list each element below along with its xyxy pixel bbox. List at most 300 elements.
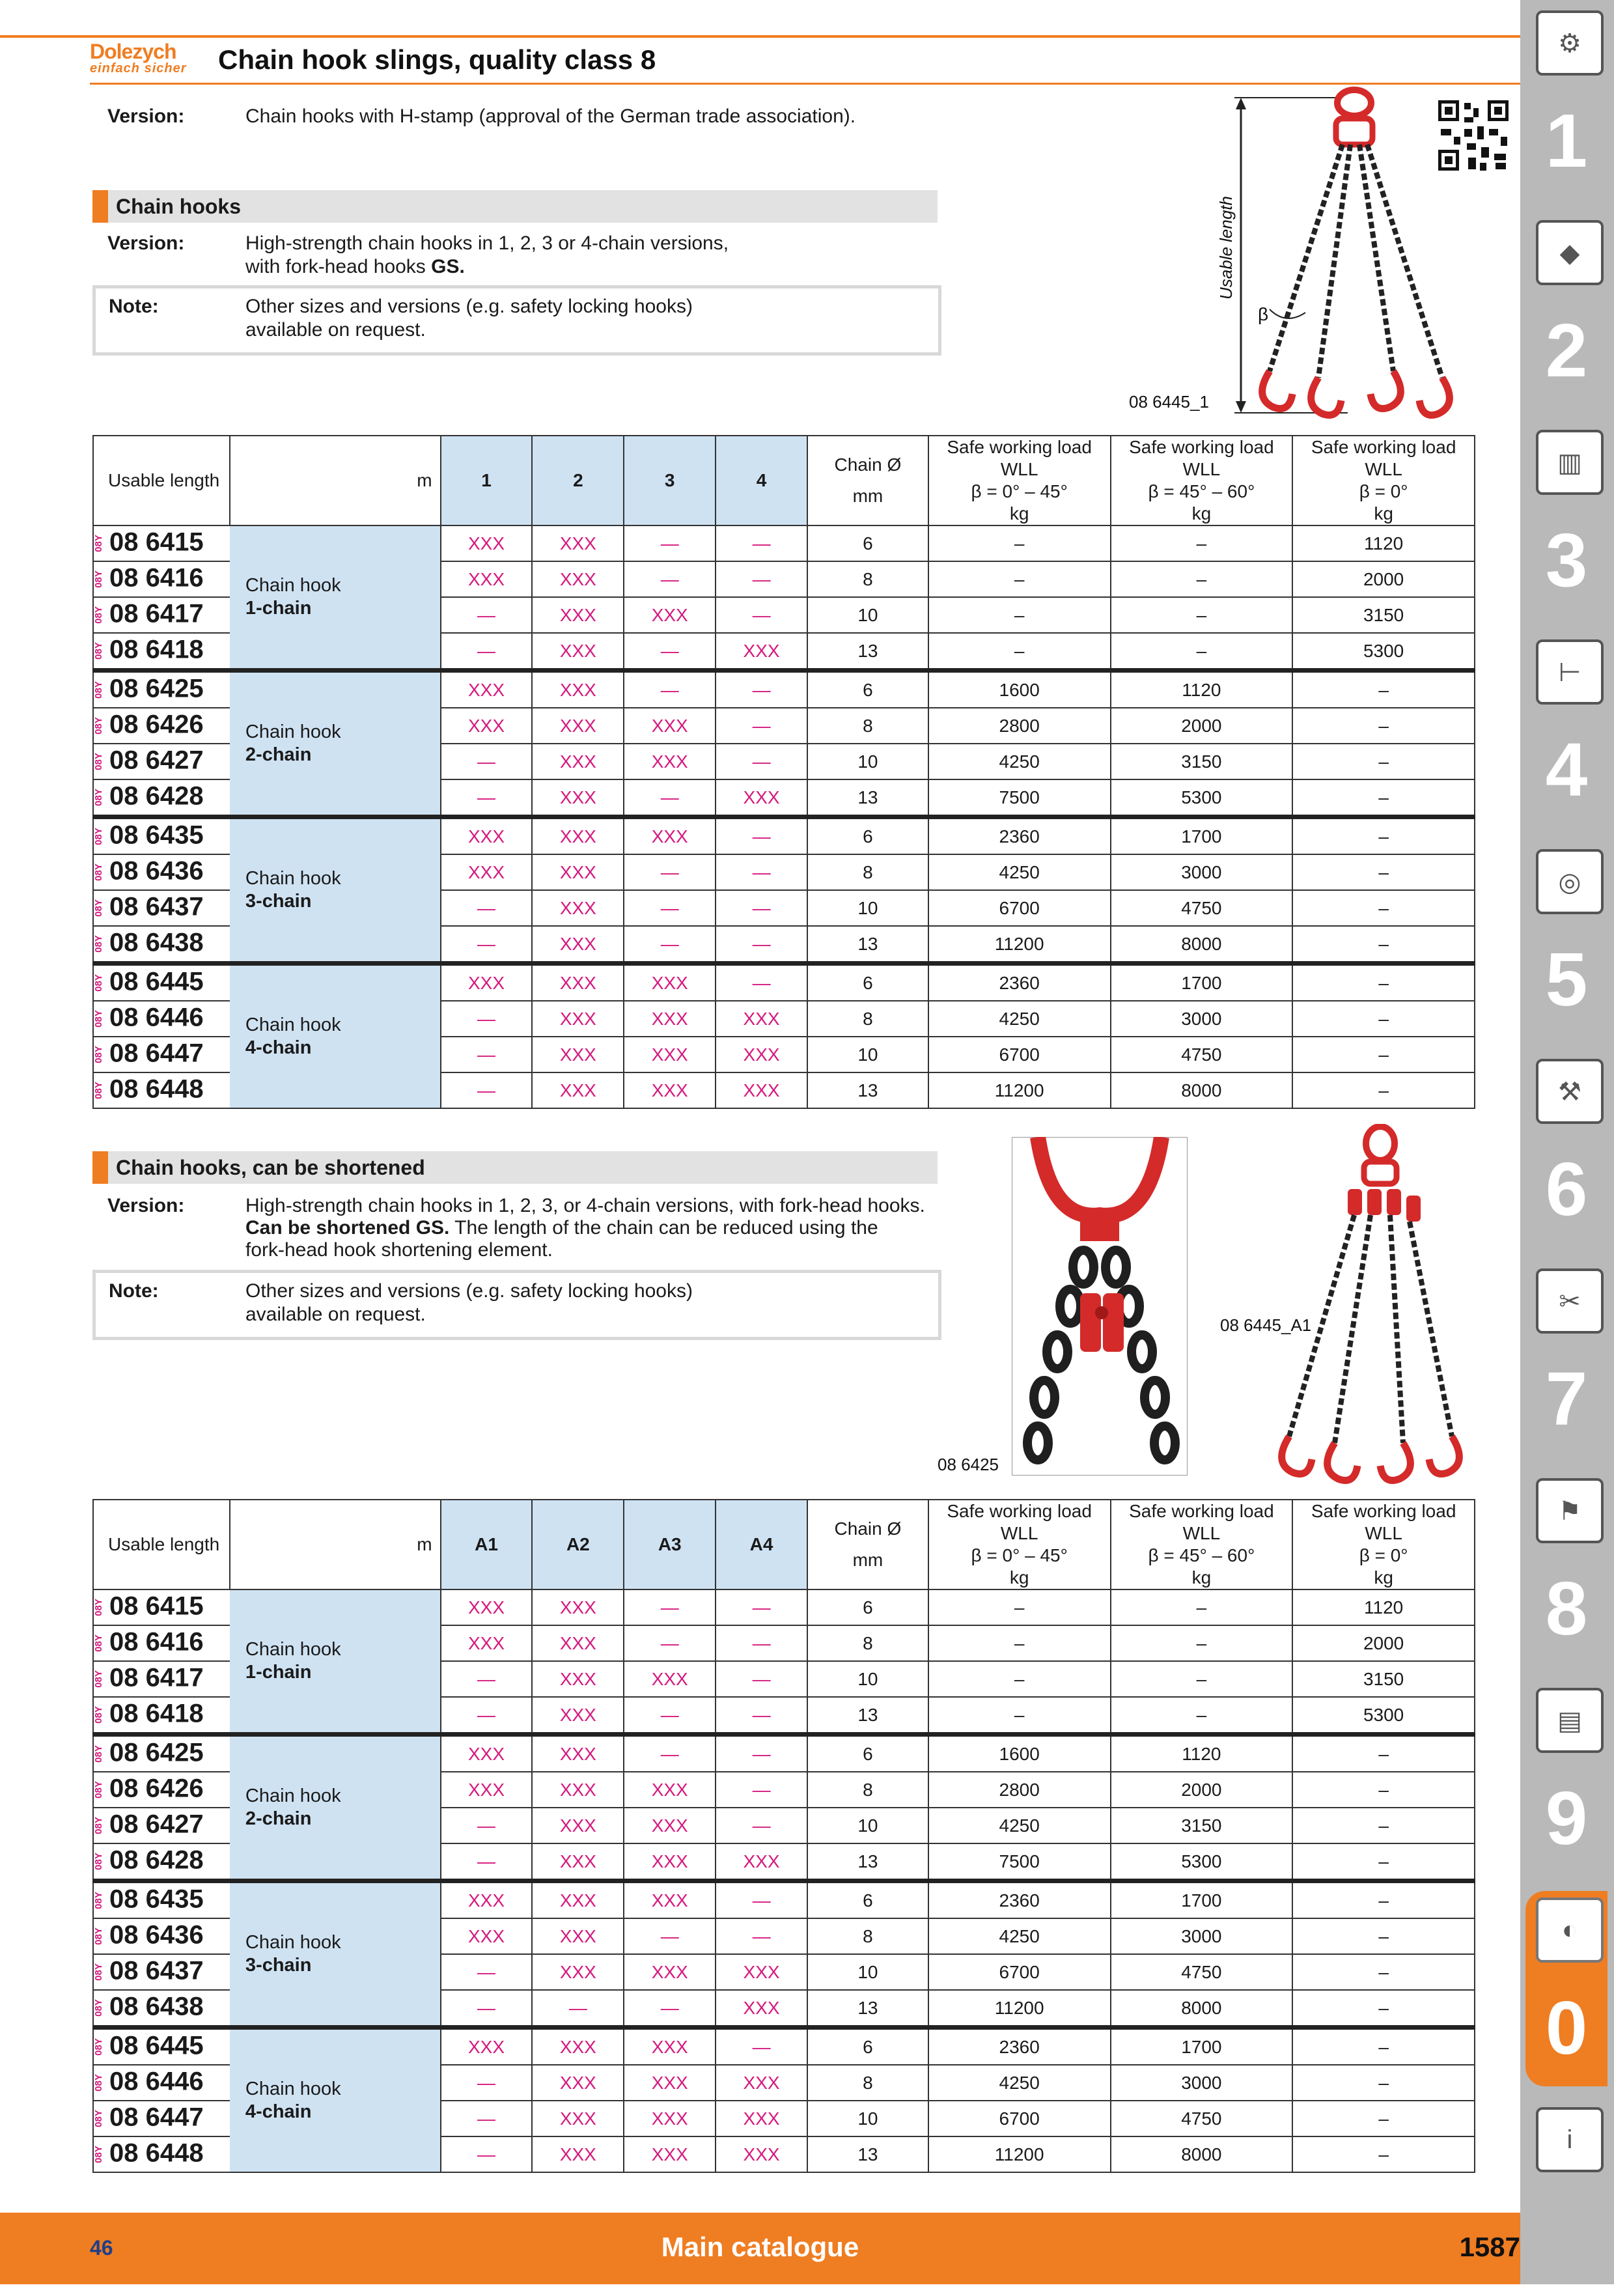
length-availability-cell: — — [716, 1589, 807, 1625]
length-availability-cell: XXX — [716, 1072, 807, 1108]
article-prefix — [94, 967, 109, 1000]
wll-cell: 1120 — [1111, 671, 1293, 708]
length-availability-cell: XXX — [532, 708, 624, 744]
chain-diameter-cell: 10 — [807, 890, 928, 926]
icon-glyph: ◐ — [1561, 1916, 1578, 1944]
length-availability-cell: — — [624, 926, 716, 964]
version-text-line2 — [245, 255, 465, 279]
table-row — [93, 964, 1475, 1001]
wll-cell: 8000 — [1111, 1990, 1293, 2028]
wll-label: Safe working load WLL — [1129, 437, 1274, 479]
article-prefix-text: 08Y — [92, 1998, 104, 2017]
article-number-cell — [93, 561, 230, 597]
length-availability-cell: XXX — [441, 1625, 533, 1661]
article-number: 08 6448 — [109, 2138, 204, 2168]
group-desc-line1: Chain hook — [245, 1785, 341, 1806]
intro-text: Chain hooks with H-stamp (approval of the German trade association). — [245, 105, 856, 127]
wll-cell: 3150 — [1292, 1661, 1475, 1697]
group-description — [230, 964, 441, 1109]
group-desc-line1: Chain hook — [245, 1932, 341, 1953]
length-availability-cell: — — [441, 1697, 533, 1735]
note-box — [92, 285, 941, 356]
length-availability-cell: — — [441, 1072, 533, 1108]
length-availability-cell: XXX — [624, 1954, 716, 1990]
article-prefix-text: 08Y — [92, 2109, 104, 2127]
wll-label: Safe working load WLL — [1311, 437, 1456, 479]
wll-cell: 2360 — [928, 1881, 1111, 1919]
chain-diameter-cell: 8 — [807, 561, 928, 597]
group-desc-line1: Chain hook — [245, 721, 341, 742]
header-wll-1 — [928, 436, 1111, 525]
article-prefix — [94, 1039, 109, 1071]
article-number-cell — [93, 964, 230, 1001]
length-availability-cell: XXX — [624, 597, 716, 633]
article-number-cell — [93, 597, 230, 633]
article-number: 08 6426 — [109, 710, 204, 739]
wll-cell: 1120 — [1111, 1735, 1293, 1772]
article-prefix-text: 08Y — [92, 716, 104, 735]
article-prefix — [94, 635, 109, 667]
chapter-tab-info[interactable] — [1525, 2101, 1607, 2296]
article-prefix — [94, 820, 109, 853]
length-availability-cell: XXX — [441, 671, 533, 708]
group-desc-line1: Chain hook — [245, 868, 341, 889]
article-prefix — [94, 856, 109, 889]
article-prefix-text: 08Y — [92, 973, 104, 992]
chapter-tab-1[interactable] — [1525, 4, 1607, 199]
length-availability-cell: XXX — [532, 2028, 624, 2065]
length-availability-cell: — — [441, 1843, 533, 1881]
article-number-cell — [93, 1735, 230, 1772]
article-number-cell — [93, 1918, 230, 1954]
wll-cell: 1700 — [1111, 2028, 1293, 2065]
length-availability-cell: XXX — [532, 1697, 624, 1735]
length-availability-cell: — — [716, 1735, 807, 1772]
length-availability-cell: XXX — [716, 1954, 807, 1990]
article-prefix — [94, 1992, 109, 2024]
chapter-tab-5[interactable] — [1525, 843, 1607, 1038]
length-availability-cell: — — [716, 2028, 807, 2065]
header-chain-label: Chain Ø — [834, 1519, 902, 1539]
length-availability-cell: XXX — [716, 1843, 807, 1881]
article-prefix-text: 08Y — [92, 1045, 104, 1063]
length-availability-cell: — — [441, 597, 533, 633]
length-availability-cell: XXX — [532, 1843, 624, 1881]
length-availability-cell: XXX — [532, 1881, 624, 1919]
header-chain-unit: mm — [852, 1550, 884, 1570]
article-prefix-text: 08Y — [92, 863, 104, 881]
article-number-cell — [93, 926, 230, 964]
length-availability-cell: XXX — [441, 817, 533, 855]
wll-cell: – — [1292, 779, 1475, 817]
article-prefix — [94, 1884, 109, 1917]
chain-hooks-table — [92, 435, 1475, 1109]
header-wll-2 — [1111, 1500, 1293, 1589]
article-prefix-text: 08Y — [92, 606, 104, 624]
article-prefix-text: 08Y — [92, 827, 104, 845]
section-marker — [92, 190, 108, 223]
chain-diameter-cell: 10 — [807, 1954, 928, 1990]
length-availability-cell: — — [441, 890, 533, 926]
header-usable-length: Usable length — [93, 436, 230, 525]
article-prefix — [94, 1774, 109, 1806]
article-prefix — [94, 710, 109, 742]
chapter-tab-9[interactable] — [1525, 1681, 1607, 1877]
article-prefix-text: 08Y — [92, 1816, 104, 1834]
article-number-cell — [93, 2101, 230, 2136]
length-availability-cell: XXX — [532, 1772, 624, 1808]
article-number: 08 6436 — [109, 856, 204, 886]
table-row — [93, 817, 1475, 855]
length-availability-cell: — — [441, 1001, 533, 1037]
article-number: 08 6425 — [109, 1738, 204, 1767]
article-number: 08 6438 — [109, 1992, 204, 2021]
cutting-insert-icon — [1536, 220, 1604, 285]
article-prefix — [94, 1845, 109, 1878]
version-label: Version: — [107, 1195, 185, 1216]
article-prefix-text: 08Y — [92, 788, 104, 806]
article-prefix — [94, 1738, 109, 1771]
section-title: Chain hooks — [116, 195, 242, 218]
chain-diameter-cell: 6 — [807, 671, 928, 708]
length-availability-cell: XXX — [532, 2136, 624, 2172]
wll-cell: 8000 — [1111, 926, 1293, 964]
chain-diameter-cell: 10 — [807, 2101, 928, 2136]
length-availability-cell: — — [716, 1808, 807, 1843]
chapter-tab-2[interactable] — [1525, 214, 1607, 409]
version-text-plain: The length of the chain can be reduced using the — [449, 1217, 878, 1239]
article-prefix — [94, 1699, 109, 1731]
chain-diameter-cell: 10 — [807, 744, 928, 779]
length-availability-cell: XXX — [532, 1001, 624, 1037]
group-description — [230, 1735, 441, 1881]
article-prefix — [94, 2138, 109, 2171]
group-description — [230, 1881, 441, 2028]
article-number: 08 6445 — [109, 967, 204, 996]
length-availability-cell: XXX — [441, 561, 533, 597]
length-availability-cell: XXX — [441, 1881, 533, 1919]
icon-glyph: ▥ — [1557, 449, 1582, 477]
group-desc-line1: Chain hook — [245, 1639, 341, 1660]
chapter-tab-7[interactable] — [1525, 1262, 1607, 1457]
wll-cell: 2800 — [928, 1772, 1111, 1808]
group-desc-line2: 2-chain — [245, 1808, 312, 1829]
article-prefix — [94, 1591, 109, 1624]
article-number-cell — [93, 1772, 230, 1808]
wll-label: Safe working load WLL — [947, 437, 1092, 479]
article-prefix-text: 08Y — [92, 680, 104, 699]
wll-cell: 3150 — [1292, 597, 1475, 633]
wll-cell: – — [1111, 1661, 1293, 1697]
caliper-icon — [1536, 639, 1604, 705]
header-unit: m — [230, 436, 441, 525]
chapter-tab-4[interactable] — [1525, 633, 1607, 828]
chapter-tab-8[interactable] — [1525, 1472, 1607, 1667]
chain-diameter-cell: 13 — [807, 926, 928, 964]
wll-cell: – — [928, 1589, 1111, 1625]
wll-cell: – — [1292, 1990, 1475, 2028]
length-availability-cell: — — [624, 1990, 716, 2028]
length-availability-cell: — — [716, 561, 807, 597]
wll-cell: 4250 — [928, 1918, 1111, 1954]
article-prefix — [94, 527, 109, 560]
table-header-row — [93, 436, 1475, 525]
article-number: 08 6428 — [109, 1845, 204, 1875]
header-chain-label: Chain Ø — [834, 455, 902, 475]
chain-diameter-cell: 6 — [807, 1881, 928, 1919]
wll-angle: β = 0° – 45° — [971, 1545, 1068, 1565]
wll-cell: – — [1292, 1808, 1475, 1843]
footer-catalogue-title: Main catalogue — [661, 2232, 859, 2262]
version-text-bold: Can be shortened GS. — [245, 1217, 450, 1239]
wll-cell: 11200 — [928, 2136, 1111, 2172]
length-availability-cell: — — [716, 671, 807, 708]
length-availability-cell: — — [716, 964, 807, 1001]
length-availability-cell: XXX — [532, 561, 624, 597]
wll-cell: 4750 — [1111, 1954, 1293, 1990]
chapter-tab-6[interactable] — [1525, 1052, 1607, 1248]
wll-cell: – — [928, 1697, 1111, 1735]
header-chain-diameter — [807, 1500, 928, 1589]
chain-diameter-cell: 6 — [807, 1589, 928, 1625]
article-prefix — [94, 1810, 109, 1842]
article-prefix-text: 08Y — [92, 899, 104, 917]
wll-cell: – — [1292, 1001, 1475, 1037]
wll-cell: 7500 — [928, 779, 1111, 817]
article-prefix-text: 08Y — [92, 1780, 104, 1799]
article-number: 08 6435 — [109, 1884, 204, 1914]
page-title: Chain hook slings, quality class 8 — [218, 44, 656, 75]
article-prefix-text: 08Y — [92, 1670, 104, 1688]
length-availability-cell: XXX — [532, 1661, 624, 1697]
section-marker — [92, 1151, 108, 1184]
wll-cell: – — [928, 561, 1111, 597]
article-prefix-text: 08Y — [92, 1081, 104, 1099]
length-availability-cell: XXX — [532, 964, 624, 1001]
chapter-tab-3[interactable] — [1525, 423, 1607, 619]
wll-unit: kg — [1009, 1567, 1029, 1588]
chapter-number: 8 — [1545, 1566, 1588, 1651]
length-availability-cell: XXX — [716, 2065, 807, 2101]
length-availability-cell: XXX — [716, 2136, 807, 2172]
article-prefix-text: 08Y — [92, 2073, 104, 2092]
article-number-cell — [93, 817, 230, 855]
length-availability-cell: — — [441, 1037, 533, 1072]
article-number-cell — [93, 1589, 230, 1625]
article-number-cell — [93, 854, 230, 890]
wll-cell: 1120 — [1292, 525, 1475, 561]
wll-cell: 6700 — [928, 2101, 1111, 2136]
version-text-plain: with fork-head hooks — [245, 256, 432, 277]
header-length-col: 2 — [532, 436, 624, 525]
article-number: 08 6438 — [109, 928, 204, 957]
version-text-line1: High-strength chain hooks in 1, 2, 3 or 4-chain versions, — [245, 232, 729, 254]
length-availability-cell: — — [441, 633, 533, 671]
safety-icon — [1536, 1897, 1604, 1963]
article-prefix-text: 08Y — [92, 752, 104, 770]
wll-cell: 5300 — [1111, 779, 1293, 817]
wll-cell: – — [1292, 964, 1475, 1001]
wll-cell: – — [928, 1625, 1111, 1661]
article-prefix-text: 08Y — [92, 1852, 104, 1870]
chain-diameter-cell: 10 — [807, 1661, 928, 1697]
wll-angle: β = 0° — [1359, 1545, 1408, 1565]
article-number: 08 6446 — [109, 1003, 204, 1032]
article-number-cell — [93, 2028, 230, 2065]
wll-cell: 3000 — [1111, 1001, 1293, 1037]
article-prefix — [94, 1920, 109, 1953]
wll-cell: – — [1292, 708, 1475, 744]
wll-angle: β = 0° – 45° — [971, 481, 1068, 501]
wll-cell: – — [1292, 854, 1475, 890]
article-number-cell — [93, 1808, 230, 1843]
article-prefix-text: 08Y — [92, 1634, 104, 1652]
article-number: 08 6416 — [109, 1627, 204, 1657]
length-availability-cell: XXX — [624, 2065, 716, 2101]
length-availability-cell: XXX — [624, 1772, 716, 1808]
group-desc-line2: 3-chain — [245, 1955, 312, 1976]
article-prefix-text: 08Y — [92, 1891, 104, 1909]
length-availability-cell: — — [624, 561, 716, 597]
length-availability-cell: XXX — [624, 1843, 716, 1881]
wll-cell: – — [1111, 561, 1293, 597]
header-unit: m — [230, 1500, 441, 1589]
length-availability-cell: XXX — [441, 1735, 533, 1772]
section-chain-hooks-bar — [92, 190, 938, 223]
version-text-line3: fork-head hook shortening element. — [245, 1239, 553, 1261]
group-desc-line1: Chain hook — [245, 1015, 341, 1035]
article-number-cell — [93, 1625, 230, 1661]
chapter-number: 7 — [1545, 1356, 1588, 1441]
article-prefix — [94, 1663, 109, 1696]
header-wll-3 — [1292, 1500, 1475, 1589]
length-availability-cell: XXX — [532, 671, 624, 708]
chain-diameter-cell: 13 — [807, 633, 928, 671]
wll-cell: 4250 — [928, 1001, 1111, 1037]
length-availability-cell: — — [441, 744, 533, 779]
header-length-col: A3 — [624, 1500, 716, 1589]
page-footer — [0, 2213, 1520, 2284]
wll-cell: 2360 — [928, 964, 1111, 1001]
length-availability-cell: — — [624, 671, 716, 708]
header-top-rule — [0, 35, 1520, 38]
length-availability-cell: XXX — [532, 525, 624, 561]
article-prefix-text: 08Y — [92, 1598, 104, 1616]
wll-cell: 4250 — [928, 1808, 1111, 1843]
length-availability-cell: XXX — [532, 1072, 624, 1108]
length-availability-cell: XXX — [532, 926, 624, 964]
logo-tagline: einfach sicher — [90, 61, 187, 76]
wll-cell: – — [928, 525, 1111, 561]
length-availability-cell: XXX — [532, 2101, 624, 2136]
article-prefix-text: 08Y — [92, 1744, 104, 1763]
length-availability-cell: XXX — [532, 890, 624, 926]
length-availability-cell: XXX — [624, 1037, 716, 1072]
wll-label: Safe working load WLL — [1311, 1501, 1456, 1543]
group-desc-line2: 1-chain — [245, 598, 312, 619]
article-prefix-text: 08Y — [92, 1927, 104, 1945]
article-prefix — [94, 1003, 109, 1035]
chapter-tab-0[interactable] — [1525, 1891, 1607, 2086]
header-length-col: 4 — [716, 436, 807, 525]
note-line1: Other sizes and versions (e.g. safety locking hooks) — [245, 1280, 693, 1302]
wll-cell: 5300 — [1292, 1697, 1475, 1735]
header-wll-2 — [1111, 436, 1293, 525]
info-icon — [1536, 2107, 1604, 2172]
chapter-number: 5 — [1545, 937, 1588, 1022]
section-title: Chain hooks, can be shortened — [116, 1156, 425, 1179]
wll-cell: 2000 — [1292, 561, 1475, 597]
article-number: 08 6436 — [109, 1920, 204, 1950]
length-availability-cell: — — [716, 1772, 807, 1808]
article-prefix — [94, 2031, 109, 2064]
version-text-line1: High-strength chain hooks in 1, 2, 3, or 4-chain versions, with fork-head hooks. — [245, 1195, 925, 1216]
article-number-cell — [93, 1661, 230, 1697]
length-availability-cell: — — [716, 854, 807, 890]
article-number-cell — [93, 1072, 230, 1108]
article-number-cell — [93, 633, 230, 671]
group-desc-line2: 4-chain — [245, 1037, 312, 1058]
wll-cell: – — [928, 633, 1111, 671]
wll-label: Safe working load WLL — [1129, 1501, 1274, 1543]
length-availability-cell: — — [441, 1808, 533, 1843]
article-number: 08 6447 — [109, 1039, 204, 1068]
length-availability-cell: XXX — [532, 1918, 624, 1954]
wll-cell: 3150 — [1111, 1808, 1293, 1843]
logo-wordmark: Dolezych — [90, 40, 176, 63]
length-availability-cell: — — [716, 1625, 807, 1661]
article-prefix — [94, 674, 109, 707]
article-prefix — [94, 1074, 109, 1107]
length-availability-cell: — — [441, 2101, 533, 2136]
icon-glyph: ▤ — [1557, 1707, 1582, 1735]
article-number-cell — [93, 1001, 230, 1037]
icon-glyph: ⚙ — [1558, 29, 1581, 58]
wll-cell: 4750 — [1111, 2101, 1293, 2136]
article-number-cell — [93, 1697, 230, 1735]
wll-cell: 2000 — [1111, 708, 1293, 744]
chain-diameter-cell: 10 — [807, 1808, 928, 1843]
length-availability-cell: XXX — [441, 964, 533, 1001]
chain-diameter-cell: 6 — [807, 2028, 928, 2065]
length-availability-cell: — — [624, 779, 716, 817]
icon-glyph: ✂ — [1559, 1287, 1581, 1316]
length-availability-cell: — — [441, 779, 533, 817]
wll-cell: 3000 — [1111, 854, 1293, 890]
article-number: 08 6437 — [109, 892, 204, 921]
article-number: 08 6418 — [109, 635, 204, 664]
wll-cell: 6700 — [928, 1954, 1111, 1990]
wll-angle: β = 45° – 60° — [1148, 1545, 1255, 1565]
wll-cell: – — [1292, 1843, 1475, 1881]
length-availability-cell: XXX — [624, 1808, 716, 1843]
length-availability-cell: — — [624, 1735, 716, 1772]
length-availability-cell: XXX — [624, 1881, 716, 1919]
icon-glyph: ◆ — [1559, 239, 1580, 268]
wll-cell: 11200 — [928, 1072, 1111, 1108]
header-length-col: 1 — [441, 436, 533, 525]
icon-glyph: ⚑ — [1558, 1497, 1581, 1526]
wll-cell: 4250 — [928, 854, 1111, 890]
article-prefix-text: 08Y — [92, 641, 104, 660]
header-length-col: A1 — [441, 1500, 533, 1589]
wll-cell: 6700 — [928, 1037, 1111, 1072]
figure-code-1: 08 6445_1 — [1129, 392, 1209, 412]
article-prefix-text: 08Y — [92, 934, 104, 953]
length-availability-cell: XXX — [624, 964, 716, 1001]
wll-cell: 1700 — [1111, 817, 1293, 855]
length-availability-cell: XXX — [532, 633, 624, 671]
